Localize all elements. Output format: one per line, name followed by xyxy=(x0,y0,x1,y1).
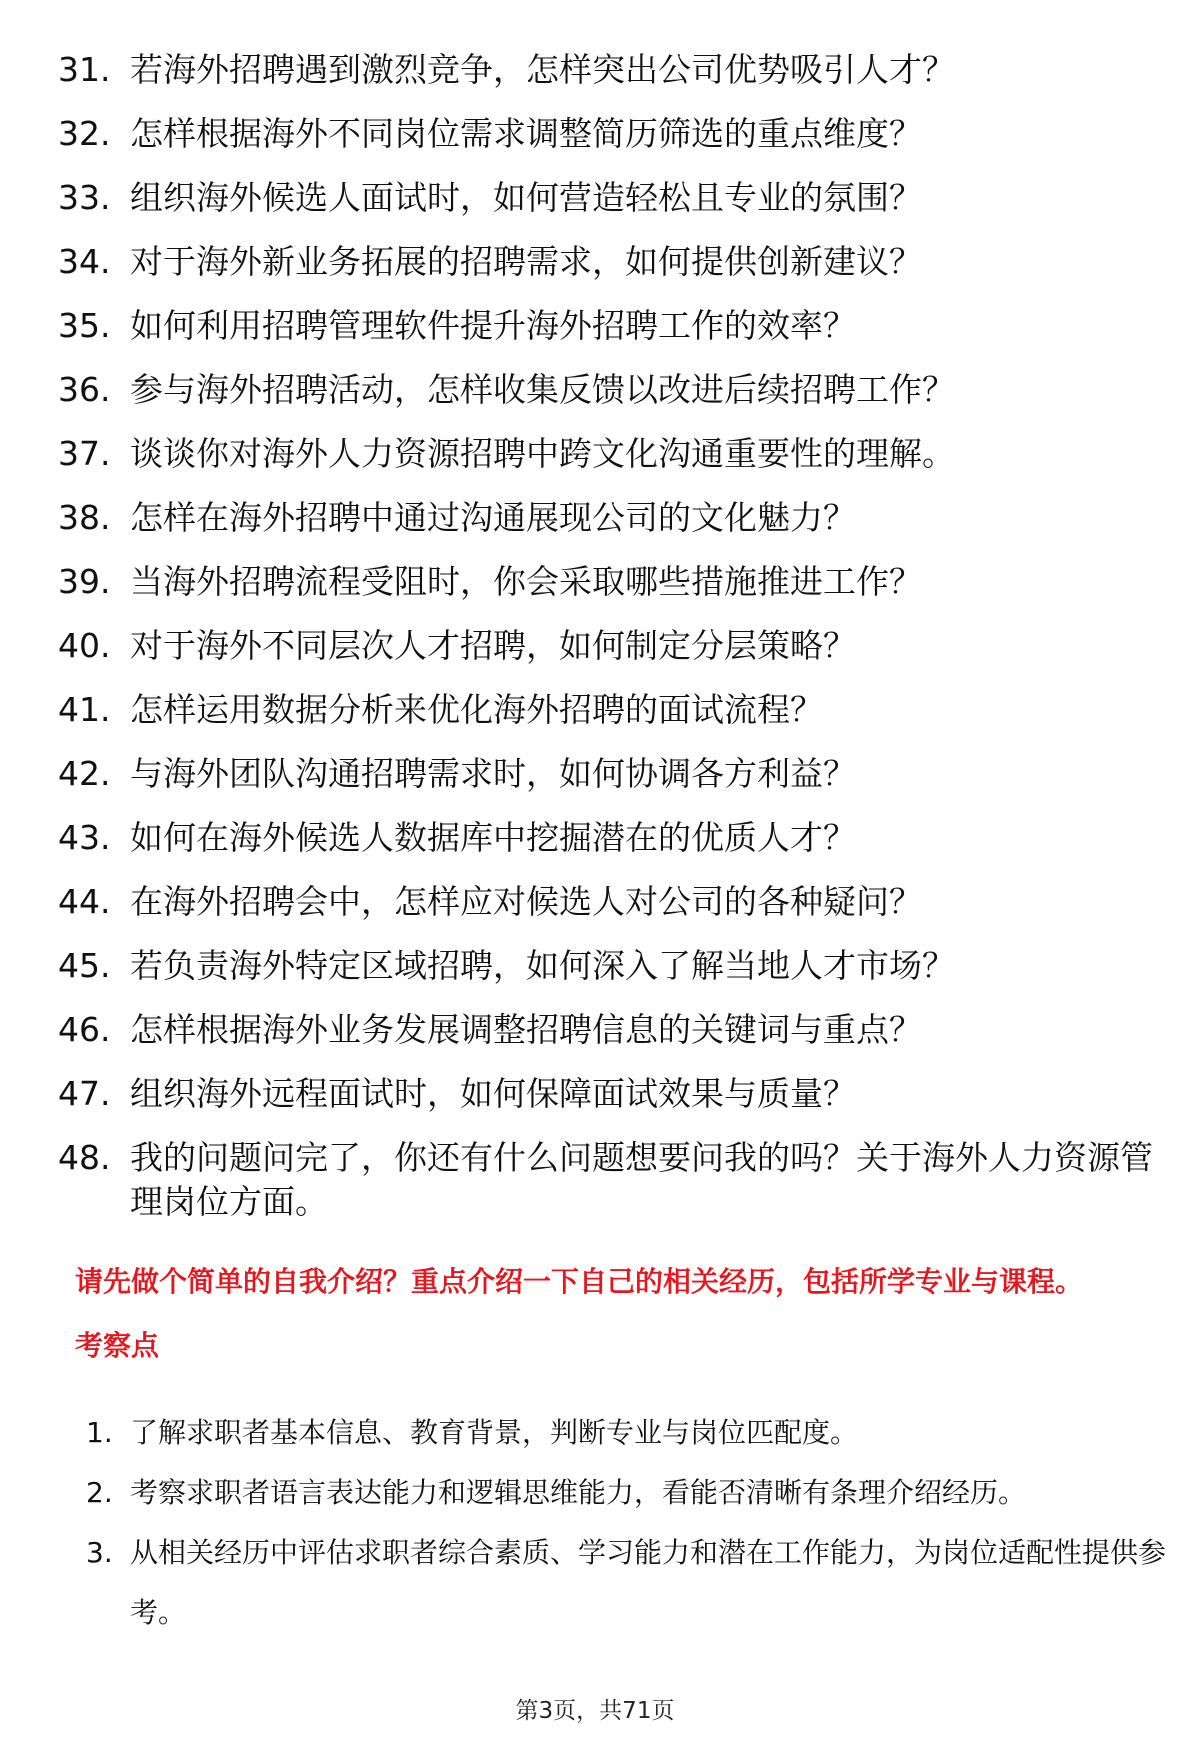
question-number: 47. xyxy=(58,1074,111,1113)
question-item xyxy=(58,624,1158,668)
point-number: 1. xyxy=(86,1416,113,1449)
question-item xyxy=(58,432,1158,476)
question-item xyxy=(58,368,1158,412)
question-number: 41. xyxy=(58,690,111,729)
question-item xyxy=(58,1136,1158,1224)
point-number: 3. xyxy=(86,1536,113,1569)
question-item xyxy=(58,304,1158,348)
question-list xyxy=(58,48,1158,1260)
question-item xyxy=(58,560,1158,604)
point-text: 了解求职者基本信息、教育背景，判断专业与岗位匹配度。 xyxy=(130,1416,859,1449)
section-heading: 考察点 xyxy=(75,1329,160,1362)
question-text: 与海外团队沟通招聘需求时，如何协调各方利益？ xyxy=(130,754,856,793)
question-text: 如何在海外候选人数据库中挖掘潜在的优质人才？ xyxy=(130,818,856,857)
question-item xyxy=(58,240,1158,284)
question-number: 38. xyxy=(58,498,111,537)
question-number: 44. xyxy=(58,882,111,921)
question-number: 40. xyxy=(58,626,111,665)
question-item xyxy=(58,48,1158,92)
point-number: 2. xyxy=(86,1476,113,1509)
question-text: 我的问题问完了，你还有什么问题想要问我的吗？关于海外人力资源管理岗位方面。 xyxy=(130,1138,1153,1221)
question-number: 36. xyxy=(58,370,111,409)
point-text: 考察求职者语言表达能力和逻辑思维能力，看能否清晰有条理介绍经历。 xyxy=(130,1476,1027,1509)
question-text: 怎样运用数据分析来优化海外招聘的面试流程？ xyxy=(130,690,823,729)
question-number: 45. xyxy=(58,946,111,985)
question-item xyxy=(58,688,1158,732)
question-number: 32. xyxy=(58,114,111,153)
assessment-point xyxy=(86,1403,1166,1463)
question-text: 怎样根据海外业务发展调整招聘信息的关键词与重点？ xyxy=(130,1010,922,1049)
highlight-question: 请先做个简单的自我介绍？重点介绍一下自己的相关经历，包括所学专业与课程。 xyxy=(75,1265,1084,1298)
question-item xyxy=(58,816,1158,860)
question-number: 42. xyxy=(58,754,111,793)
question-number: 43. xyxy=(58,818,111,857)
question-text: 谈谈你对海外人力资源招聘中跨文化沟通重要性的理解。 xyxy=(130,434,955,473)
question-item xyxy=(58,176,1158,220)
page-footer: 第3页，共71页 xyxy=(515,1698,675,1724)
question-text: 若海外招聘遇到激烈竞争，怎样突出公司优势吸引人才？ xyxy=(130,50,955,89)
question-text: 对于海外不同层次人才招聘，如何制定分层策略？ xyxy=(130,626,856,665)
question-text: 怎样根据海外不同岗位需求调整简历筛选的重点维度？ xyxy=(130,114,922,153)
question-number: 39. xyxy=(58,562,111,601)
question-item xyxy=(58,1008,1158,1052)
question-text: 怎样在海外招聘中通过沟通展现公司的文化魅力？ xyxy=(130,498,856,537)
assessment-points-list xyxy=(86,1403,1166,1643)
question-number: 35. xyxy=(58,306,111,345)
question-text: 对于海外新业务拓展的招聘需求，如何提供创新建议？ xyxy=(130,242,922,281)
question-text: 组织海外候选人面试时，如何营造轻松且专业的氛围？ xyxy=(130,178,922,217)
question-item xyxy=(58,752,1158,796)
question-text: 在海外招聘会中，怎样应对候选人对公司的各种疑问？ xyxy=(130,882,922,921)
question-text: 当海外招聘流程受阻时，你会采取哪些措施推进工作？ xyxy=(130,562,922,601)
question-item xyxy=(58,112,1158,156)
assessment-point xyxy=(86,1523,1166,1643)
question-item xyxy=(58,496,1158,540)
question-number: 46. xyxy=(58,1010,111,1049)
question-text: 如何利用招聘管理软件提升海外招聘工作的效率？ xyxy=(130,306,856,345)
question-item xyxy=(58,1072,1158,1116)
point-text: 从相关经历中评估求职者综合素质、学习能力和潜在工作能力，为岗位适配性提供参考。 xyxy=(130,1536,1167,1629)
question-number: 37. xyxy=(58,434,111,473)
question-text: 组织海外远程面试时，如何保障面试效果与质量？ xyxy=(130,1074,856,1113)
question-item xyxy=(58,880,1158,924)
question-item xyxy=(58,944,1158,988)
question-number: 48. xyxy=(58,1138,111,1177)
question-number: 34. xyxy=(58,242,111,281)
assessment-point xyxy=(86,1463,1166,1523)
question-number: 31. xyxy=(58,50,111,89)
question-number: 33. xyxy=(58,178,111,217)
question-text: 若负责海外特定区域招聘，如何深入了解当地人才市场？ xyxy=(130,946,955,985)
question-text: 参与海外招聘活动，怎样收集反馈以改进后续招聘工作？ xyxy=(130,370,955,409)
